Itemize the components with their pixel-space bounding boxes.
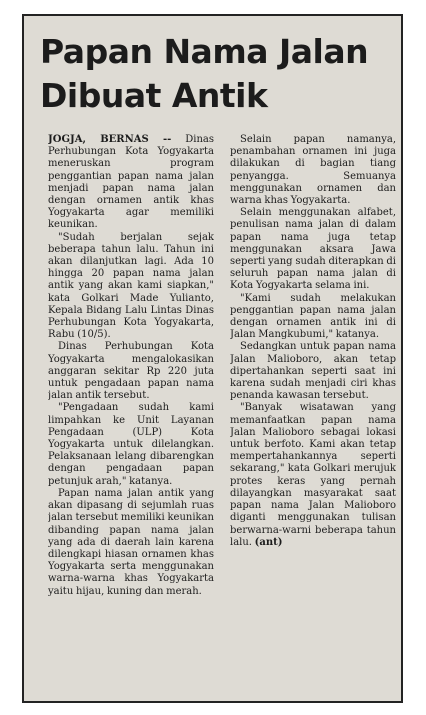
paragraph: Dinas Perhubungan Kota Yogyakarta mengalokasikan anggaran sekitar Rp 220 juta untuk pengadaan papan nama jalan antik tersebut. bbox=[48, 341, 214, 402]
paragraph: Selain papan namanya, penambahan ornamen ini juga dilakukan di bagian tiang penyangga. Semuanya menggunakan ornamen dan warna khas Yogyakarta. bbox=[230, 134, 396, 207]
headline: Papan Nama Jalan Dibuat Antik bbox=[40, 32, 369, 115]
last-paragraph bbox=[230, 402, 396, 548]
newspaper-clipping bbox=[22, 14, 403, 703]
lead-paragraph bbox=[48, 134, 214, 232]
author-signature: (ant) bbox=[254, 536, 283, 548]
paragraph: "Sudah berjalan sejak beberapa tahun lalu. Tahun ini akan dilanjutkan lagi. Ada 10 hingga 20 papan nama jalan antik yang akan kami siapkan," kata Golkari Made Yulianto, Kepala Bidang Lalu Lintas Dinas Perhubungan Kota Yogyakarta, Rabu (10/5). bbox=[48, 231, 214, 341]
article-body bbox=[48, 134, 397, 700]
paragraph: Selain menggunakan alfabet, penulisan nama jalan di dalam papan nama juga tetap menggunakan aksara Jawa seperti yang sudah diterapkan di seluruh papan nama jalan di Kota Yogyakarta selama ini. bbox=[230, 207, 396, 292]
dateline: JOGJA, BERNAS -- bbox=[48, 134, 172, 145]
paragraph: Papan nama jalan antik yang akan dipasang di sejumlah ruas jalan tersebut memiliki keunikan dibanding papan nama jalan yang ada di daerah lain karena dilengkapi hiasan ornamen khas Yogyakarta serta menggunakan warna-warna khas Yogyakarta yaitu hijau, kuning dan merah. bbox=[48, 487, 214, 597]
lead-text: Dinas Perhubungan Kota Yogyakarta meneruskan program penggantian papan nama jalan menjadi papan nama jalan dengan ornamen antik khas Yogyakarta agar memiliki keunikan. bbox=[48, 134, 214, 231]
paragraph: "Kami sudah melakukan penggantian papan nama jalan dengan ornamen antik ini di Jalan Mangkubumi," katanya. bbox=[230, 292, 396, 341]
paragraph: Sedangkan untuk papan nama Jalan Malioboro, akan tetap dipertahankan seperti saat ini karena sudah menjadi ciri khas penanda kawasan tersebut. bbox=[230, 341, 396, 402]
column-left bbox=[48, 134, 214, 700]
paragraph: "Pengadaan sudah kami limpahkan ke Unit Layanan Pengadaan (ULP) Kota Yogyakarta untuk dilelangkan. Pelaksanaan lelang dibarengkan dengan pengadaan papan petunjuk arah," katanya. bbox=[48, 402, 214, 487]
column-right bbox=[230, 134, 396, 700]
paragraph-text: "Banyak wisatawan yang memanfaatkan papan nama Jalan Malioboro sebagai lokasi untuk berfoto. Kami akan tetap mempertahankannya seperti sekarang," kata Golkari merujuk protes keras yang pernah dilayangkan masyarakat saat papan nama Jalan Malioboro diganti menggunakan tulisan berwarna-warni beberapa tahun lalu. bbox=[230, 402, 396, 548]
